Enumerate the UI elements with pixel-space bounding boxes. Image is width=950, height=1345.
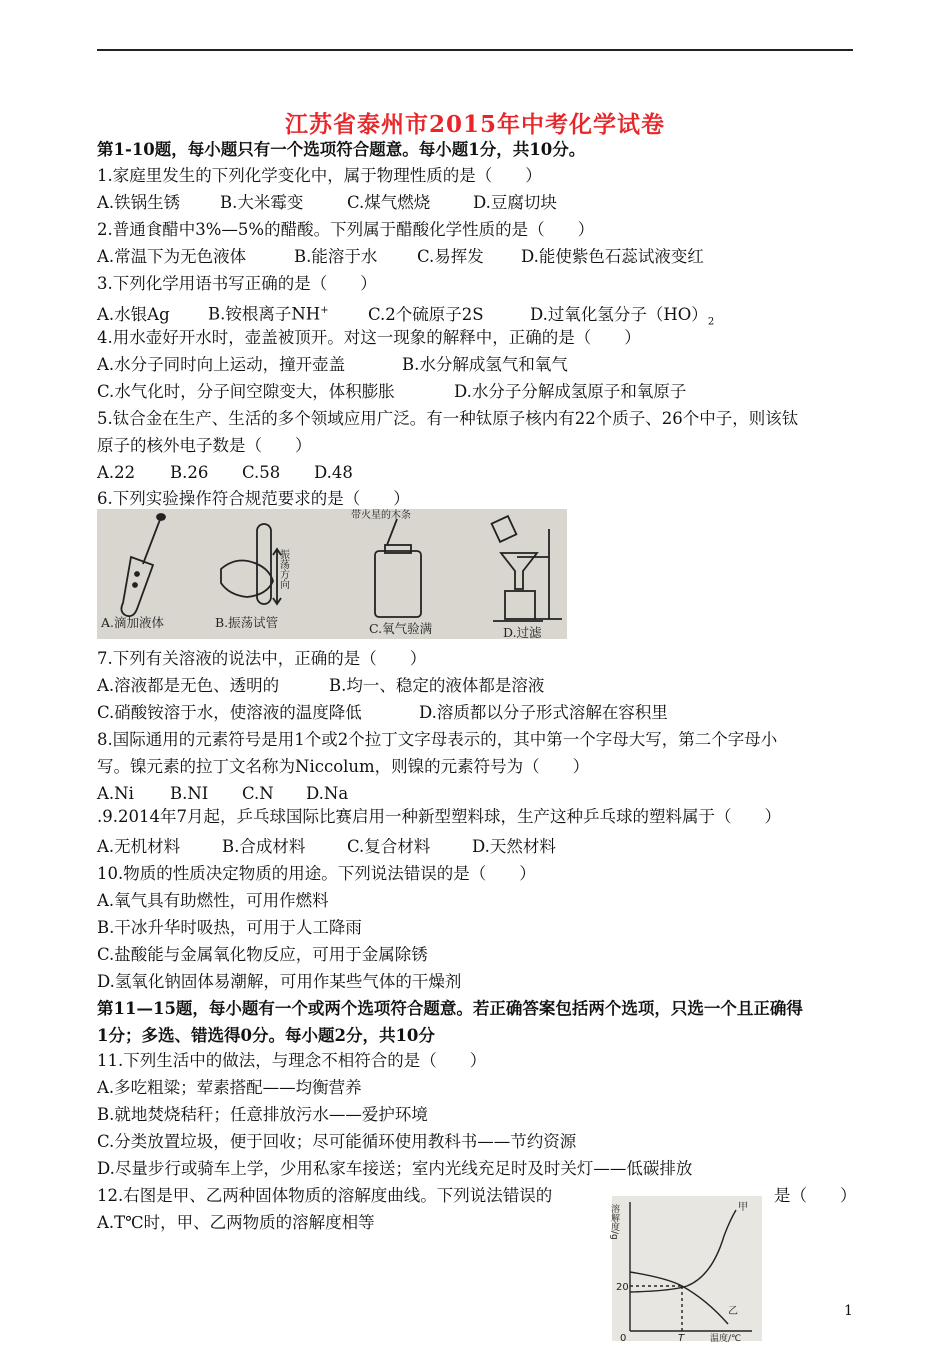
q1-option-d: D.豆腐切块: [473, 193, 557, 212]
q10-stem: 10.物质的性质决定物质的用途。下列说法错误的是（ ）: [97, 864, 536, 883]
q12-option-a: A.T℃时，甲、乙两物质的溶解度相等: [97, 1213, 375, 1232]
q8-options: [97, 783, 348, 805]
q10-option-b: B.干冰升华时吸热，可用于人工降雨: [97, 918, 362, 937]
q8-stem-line2: 写。镍元素的拉丁文名称为Niccolum，则镍的元素符号为（ ）: [97, 757, 590, 776]
q6-apparatus-drawing: [97, 509, 567, 639]
q7-options-row2: [97, 702, 668, 724]
q5-stem-line2: 原子的核外电子数是（ ）: [97, 436, 312, 455]
q4-option-b: B.水分解成氢气和氧气: [402, 355, 568, 374]
curve-jia-label: 甲: [738, 1202, 748, 1213]
q9-option-d: D.天然材料: [472, 837, 556, 856]
filtration-apparatus-icon: [492, 516, 562, 621]
q10-option-c: C.盐酸能与金属氧化物反应，可用于金属除锈: [97, 945, 428, 964]
q3-option-a: A.水银Ag: [97, 304, 170, 324]
curve-yi-label: 乙: [728, 1306, 738, 1317]
q11-option-b: B.就地焚烧秸秆；任意排放污水——爱护环境: [97, 1105, 428, 1124]
x-axis-label: 温度/℃: [710, 1334, 742, 1344]
q7-option-d: D.溶质都以分子形式溶解在容积里: [419, 703, 668, 722]
q9-stem: .9.2014年7月起，乒乓球国际比赛启用一种新型塑料球，生产这种乒乓球的塑料属于（ ）: [97, 807, 781, 826]
section2-heading-line2: 1分；多选、错选得0分。每小题2分，共10分: [97, 1026, 435, 1045]
q11-option-d: D.尽量步行或骑车上学，少用私家车接送；室内光线充足时及时关灯——低碳排放: [97, 1159, 693, 1178]
q3-option-b-charge: +: [320, 305, 329, 316]
q11-option-a: A.多吃粗粱；荤素搭配——均衡营养: [97, 1078, 362, 1097]
q7-option-b: B.均一、稳定的液体都是溶液: [329, 676, 545, 695]
curve-jia: [630, 1210, 736, 1292]
q5-option-b: B.26: [170, 463, 209, 482]
q10-option-a: A.氧气具有助燃性，可用作燃料: [97, 891, 329, 910]
q9-option-c: C.复合材料: [347, 837, 431, 856]
q7-stem: 7.下列有关溶液的说法中，正确的是（ ）: [97, 649, 427, 668]
q12-stem: 12.右图是甲、乙两种固体物质的溶解度曲线。下列说法错误的: [97, 1186, 553, 1205]
q4-option-a: A.水分子同时向上运动，撞开壶盖: [97, 355, 346, 374]
q4-option-c: C.水气化时，分子间空隙变大，体积膨胀: [97, 382, 395, 401]
y-tick-label: 20: [616, 1282, 629, 1293]
q1-stem: 1.家庭里发生的下列化学变化中，属于物理性质的是（ ）: [97, 166, 542, 185]
q2-option-b: B.能溶于水: [294, 247, 378, 266]
curve-yi: [630, 1272, 728, 1324]
q2-options: [97, 246, 704, 268]
page-title: 江苏省泰州市2015年中考化学试卷: [284, 111, 665, 138]
q6-caption-a: A.滴加液体: [101, 615, 165, 630]
q1-option-b: B.大米霉变: [220, 193, 304, 212]
q11-stem: 11.下列生活中的做法，与理念不相符合的是（ ）: [97, 1051, 487, 1070]
q3-option-c: C.2个硫原子2S: [368, 304, 484, 324]
solubility-curve-chart: [609, 1196, 762, 1344]
q9-option-a: A.无机材料: [97, 837, 181, 856]
q7-option-c: C.硝酸铵溶于水，使溶液的温度降低: [97, 703, 362, 722]
page-number: 1: [844, 1303, 853, 1319]
q8-option-d: D.Na: [306, 784, 349, 803]
q5-option-a: A.22: [97, 463, 136, 482]
q5-option-c: C.58: [242, 463, 281, 482]
glowing-splint-label: 带火星的木条: [351, 510, 411, 521]
q9-options: [97, 836, 556, 858]
q3-option-d-subscript: 2: [707, 315, 715, 327]
q4-option-d: D.水分子分解成氢原子和氧原子: [454, 382, 687, 401]
section2-heading-line1: 第11—15题，每小题有一个或两个选项符合题意。若正确答案包括两个选项，只选一个且正确得: [97, 999, 803, 1018]
q12-stem-tail: 是（ ）: [774, 1186, 857, 1205]
q1-options: [97, 192, 557, 214]
q7-options-row1: [97, 675, 544, 697]
q2-stem: 2.普通食醋中3%—5%的醋酸。下列属于醋酸化学性质的是（ ）: [97, 220, 595, 239]
q8-stem-line1: 8.国际通用的元素符号是用1个或2个拉丁文字母表示的，其中第一个字母大写，第二个字母小: [97, 730, 778, 749]
dropper-test-tube-icon: [121, 514, 165, 616]
q1-option-a: A.铁锅生锈: [97, 193, 181, 212]
gas-jar-icon: [375, 519, 421, 617]
q4-options-row2: [97, 381, 686, 403]
q3-option-b: [208, 300, 368, 326]
header-rule: [97, 49, 853, 51]
q6-experiment-figure: [97, 509, 567, 639]
q6-caption-b: B.振荡试管: [215, 615, 279, 630]
q11-option-c: C.分类放置垃圾，便于回收；尽可能循环使用教科书——节约资源: [97, 1132, 577, 1151]
q3-stem: 3.下列化学用语书写正确的是（ ）: [97, 274, 377, 293]
solubility-curve-figure: [609, 1196, 762, 1344]
q6-caption-c: C.氧气验满: [369, 621, 433, 636]
section1-heading: 第1-10题，每小题只有一个选项符合题意。每小题1分，共10分。: [97, 140, 586, 159]
q4-options-row1: [97, 354, 568, 376]
q2-option-d: D.能使紫色石蕊试液变红: [521, 247, 704, 266]
q3-option-b-text: B.铵根离子NH: [208, 304, 321, 324]
q8-option-c: C.N: [242, 784, 274, 803]
q9-option-b: B.合成材料: [222, 837, 306, 856]
origin-label: 0: [620, 1333, 627, 1344]
q5-stem-line1: 5.钛合金在生产、生活的多个领域应用广泛。有一种钛原子核内有22个质子、26个中子，则该钛: [97, 409, 799, 428]
q7-option-a: A.溶液都是无色、透明的: [97, 676, 280, 695]
q2-option-a: A.常温下为无色液体: [97, 247, 247, 266]
shaking-direction-label: 振荡方向: [277, 549, 289, 589]
y-axis-label: 溶解度/g: [609, 1204, 619, 1240]
q5-option-d: D.48: [314, 463, 353, 482]
q4-stem: 4.用水壶好开水时，壶盖被顶开。对这一现象的解释中，正确的是（ ）: [97, 328, 641, 347]
q2-option-c: C.易挥发: [417, 247, 484, 266]
q6-caption-d: D.过滤: [503, 625, 542, 640]
q6-stem: 6.下列实验操作符合规范要求的是（ ）: [97, 489, 410, 508]
q8-option-b: B.NI: [170, 784, 209, 803]
q5-options: [97, 462, 353, 484]
x-tick-label: T: [678, 1333, 685, 1344]
q1-option-c: C.煤气燃烧: [347, 193, 431, 212]
q10-option-d: D.氢氧化钠固体易潮解，可用作某些气体的干燥剂: [97, 972, 462, 991]
shaking-test-tube-icon: [221, 524, 281, 604]
q8-option-a: A.Ni: [97, 784, 134, 803]
q3-option-d-text: D.过氧化氢分子（HO）: [530, 304, 708, 324]
